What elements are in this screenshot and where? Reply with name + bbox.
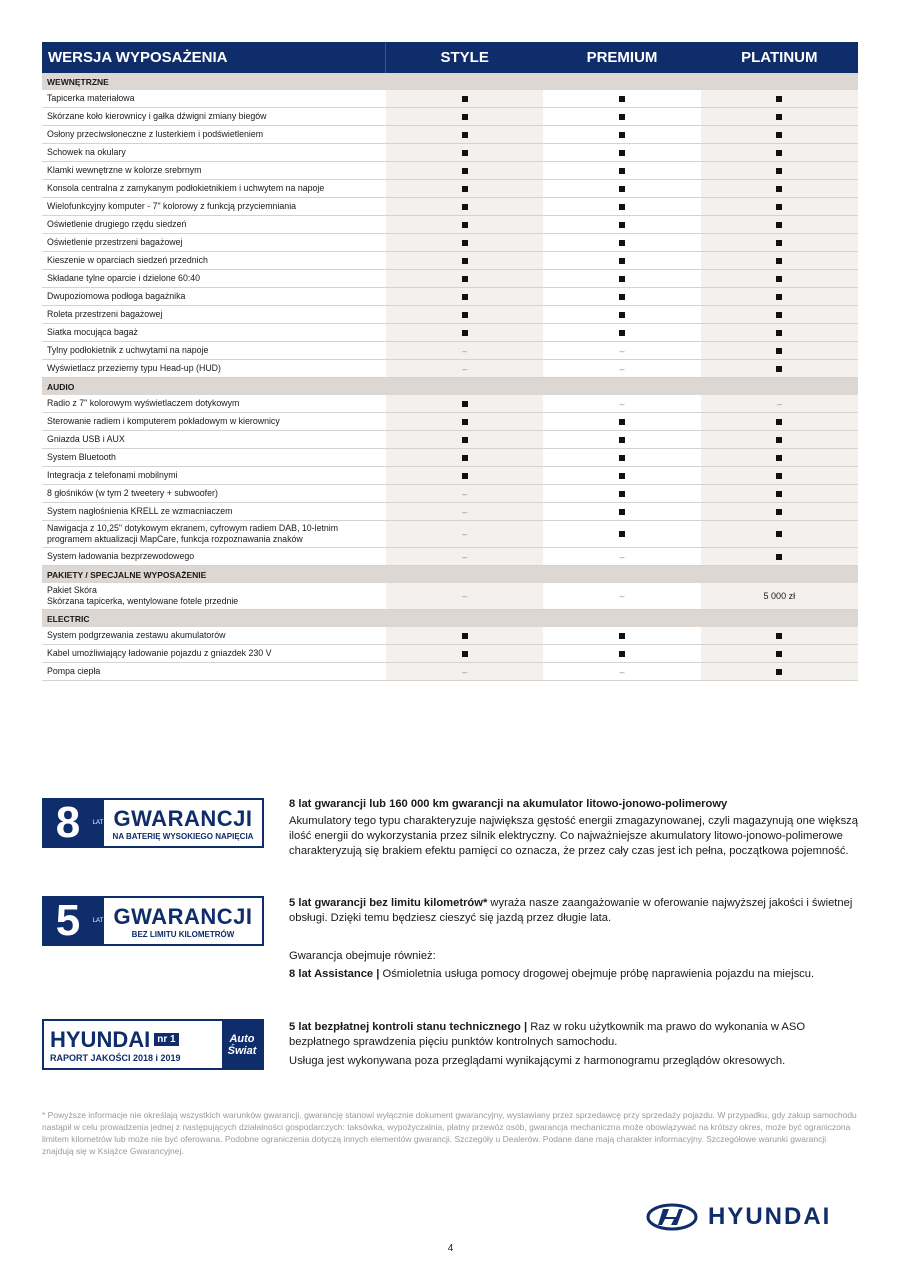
table-row (42, 360, 858, 378)
table-row (42, 198, 858, 216)
standard-mark-icon (462, 312, 468, 318)
table-row (42, 583, 858, 610)
feature-label: Schowek na okulary (47, 147, 126, 157)
header-version: WERSJA WYPOSAŻENIA (42, 42, 386, 73)
standard-mark-icon (619, 531, 625, 537)
standard-mark-icon (619, 491, 625, 497)
style-cell (386, 503, 543, 520)
footnote: * Powyższe informacje nie określają wszystkich warunków gwarancji, gwarancję stanowi wyłącznie dokument gwarancyjny, wystawiany przez sprzedawcę przy sprzedaży pojazdu. W przypadku, gdy zakup samochodu nastąpił w celu prowadzenia jednej z następujących działalności gospodarczych: taksówka, wypożyczalnia, płatny przewóz osób, gwarancja mechaniczna może obowiązywać na krótszy okres, może być ograniczona limitem kilometrów lub może nie być oferowana. Podobne ograniczenia dotyczą innych elementów gwarancji. Szczegóły u Dealerów. Podane dane mają charakter informacyjny. Szczegółowe warunki gwarancji znajdują się w Książce Gwarancyjnej. (42, 1110, 857, 1156)
page-number: 4 (447, 1243, 454, 1254)
standard-mark-icon (776, 491, 782, 497)
table-row (42, 144, 858, 162)
header-premium: PREMIUM (586, 49, 658, 66)
premium-cell (543, 431, 700, 448)
platinum-cell (701, 360, 858, 377)
standard-mark-icon (619, 96, 625, 102)
standard-mark-icon (462, 330, 468, 336)
table-row (42, 180, 858, 198)
feature-label: System Bluetooth (47, 452, 116, 462)
table-row (42, 485, 858, 503)
table-row (42, 521, 858, 548)
style-cell (386, 234, 543, 251)
unlimited-warranty-text (289, 896, 859, 926)
standard-mark-icon (776, 276, 782, 282)
inspection-body: Raz w roku użytkownik ma prawo do wykonania w ASO bezpłatnego sprawdzenia pięciu punktów kontrolnych samochodu. (289, 1021, 806, 1048)
style-cell (386, 252, 543, 269)
platinum-cell (701, 467, 858, 484)
feature-label: Składane tylne oparcie i dzielone 60:40 (47, 273, 201, 283)
price-value: 5 000 zł (763, 591, 796, 601)
feature-label: Integracja z telefonami mobilnymi (47, 470, 178, 480)
not-available-mark: – (462, 506, 468, 517)
hyundai-emblem-icon (646, 1203, 698, 1231)
table-row (42, 90, 858, 108)
premium-cell (543, 198, 700, 215)
standard-mark-icon (619, 509, 625, 515)
standard-mark-icon (619, 132, 625, 138)
style-cell (386, 360, 543, 377)
standard-mark-icon (619, 473, 625, 479)
premium-cell (543, 485, 700, 502)
not-available-mark: – (462, 345, 468, 356)
standard-mark-icon (619, 419, 625, 425)
platinum-cell (701, 234, 858, 251)
standard-mark-icon (619, 168, 625, 174)
platinum-cell (701, 180, 858, 197)
table-row (42, 467, 858, 485)
table-row (42, 645, 858, 663)
equipment-table (42, 42, 858, 681)
platinum-cell (701, 288, 858, 305)
battery-warranty-text (289, 797, 859, 859)
platinum-cell (701, 252, 858, 269)
feature-label: System ładowania bezprzewodowego (47, 551, 195, 561)
standard-mark-icon (462, 258, 468, 264)
style-cell (386, 162, 543, 179)
standard-mark-icon (776, 204, 782, 210)
premium-cell (543, 413, 700, 430)
style-cell (386, 663, 543, 680)
table-row (42, 108, 858, 126)
section-header: WEWNĘTRZNE (42, 73, 858, 90)
badge-brand: HYUNDAI (50, 1026, 151, 1052)
badge-subtitle: NA BATERIĘ WYSOKIEGO NAPIĘCIA (112, 831, 254, 841)
standard-mark-icon (619, 150, 625, 156)
badge-number: 8 (44, 800, 92, 846)
not-available-mark: – (619, 345, 625, 356)
section-header: PAKIETY / SPECJALNE WYPOSAŻENIE (42, 566, 858, 583)
standard-mark-icon (776, 312, 782, 318)
premium-cell (543, 144, 700, 161)
battery-warranty-title: 8 lat gwarancji lub 160 000 km gwarancji na akumulator litowo-jonowo-polimerowy (289, 798, 728, 810)
premium-cell (543, 360, 700, 377)
unlimited-warranty-bold: 5 lat gwarancji bez limitu kilometrów* (289, 897, 488, 909)
standard-mark-icon (462, 276, 468, 282)
feature-label: System nagłośnienia KRELL ze wzmacniaczem (47, 506, 233, 516)
style-cell (386, 126, 543, 143)
standard-mark-icon (776, 651, 782, 657)
standard-mark-icon (776, 96, 782, 102)
style-cell (386, 485, 543, 502)
standard-mark-icon (776, 132, 782, 138)
table-row (42, 503, 858, 521)
feature-label: Osłony przeciwsłoneczne z lusterkiem i podświetleniem (47, 129, 264, 139)
badge-number: 5 (44, 898, 92, 944)
unlimited-warranty-body: wyraża nasze zaangażowanie w oferowanie najwyższej jakości i świetnej obsługi. Dzięki temu będziesz cieszyć się jazdą przez długie lata. (289, 897, 853, 924)
table-row (42, 431, 858, 449)
table-row (42, 216, 858, 234)
style-cell (386, 342, 543, 359)
standard-mark-icon (776, 294, 782, 300)
platinum-cell (701, 270, 858, 287)
style-cell (386, 90, 543, 107)
feature-label: Wyświetlacz przezierny typu Head-up (HUD) (47, 363, 221, 373)
inspection-extra: Usługa jest wykonywana poza przeglądami wynikającymi z harmonogramu przeglądów okresowych. (289, 1055, 786, 1067)
feature-label: System podgrzewania zestawu akumulatorów (47, 630, 226, 640)
standard-mark-icon (462, 455, 468, 461)
table-header (42, 42, 858, 73)
standard-mark-icon (462, 114, 468, 120)
style-cell (386, 627, 543, 644)
standard-mark-icon (619, 455, 625, 461)
premium-cell (543, 449, 700, 466)
standard-mark-icon (776, 186, 782, 192)
not-available-mark: – (619, 398, 625, 409)
platinum-cell (701, 627, 858, 644)
platinum-cell (701, 663, 858, 680)
platinum-cell (701, 583, 858, 609)
standard-mark-icon (462, 633, 468, 639)
standard-mark-icon (462, 96, 468, 102)
standard-mark-icon (619, 633, 625, 639)
feature-label: Siatka mocująca bagaż (47, 327, 138, 337)
badge-5-years-unlimited (42, 896, 264, 946)
standard-mark-icon (776, 669, 782, 675)
style-cell (386, 306, 543, 323)
style-cell (386, 548, 543, 565)
style-cell (386, 467, 543, 484)
platinum-cell (701, 144, 858, 161)
standard-mark-icon (776, 419, 782, 425)
standard-mark-icon (776, 366, 782, 372)
table-row (42, 413, 858, 431)
premium-cell (543, 583, 700, 609)
premium-cell (543, 503, 700, 520)
badge-lat: LAT (92, 800, 104, 846)
assistance-text (289, 949, 859, 982)
standard-mark-icon (619, 258, 625, 264)
table-row (42, 306, 858, 324)
standard-mark-icon (462, 168, 468, 174)
standard-mark-icon (619, 651, 625, 657)
standard-mark-icon (619, 294, 625, 300)
standard-mark-icon (619, 437, 625, 443)
table-row (42, 395, 858, 413)
platinum-cell (701, 216, 858, 233)
table-row (42, 342, 858, 360)
standard-mark-icon (776, 455, 782, 461)
logo-wordmark: HYUNDAI (708, 1203, 832, 1230)
standard-mark-icon (462, 204, 468, 210)
standard-mark-icon (619, 312, 625, 318)
feature-label: Kabel umożliwiający ładowanie pojazdu z gniazdek 230 V (47, 648, 272, 658)
feature-label: Pompa ciepła (47, 666, 101, 676)
assistance-bold: 8 lat Assistance | (289, 968, 380, 980)
not-available-mark: – (462, 551, 468, 562)
standard-mark-icon (776, 633, 782, 639)
standard-mark-icon (776, 437, 782, 443)
style-cell (386, 288, 543, 305)
premium-cell (543, 324, 700, 341)
premium-cell (543, 627, 700, 644)
table-row (42, 234, 858, 252)
table-row (42, 449, 858, 467)
not-available-mark: – (776, 398, 782, 409)
auto-swiat-logo (222, 1021, 262, 1068)
standard-mark-icon (776, 473, 782, 479)
platinum-cell (701, 503, 858, 520)
platinum-cell (701, 108, 858, 125)
header-style: STYLE (440, 49, 489, 66)
platinum-cell (701, 521, 858, 547)
standard-mark-icon (462, 240, 468, 246)
feature-label: Oświetlenie przestrzeni bagażowej (47, 237, 183, 247)
premium-cell (543, 270, 700, 287)
badge-title: GWARANCJI (113, 903, 253, 929)
auto-swiat-line1: Auto (229, 1032, 255, 1045)
standard-mark-icon (462, 294, 468, 300)
not-available-mark: – (462, 666, 468, 677)
standard-mark-icon (776, 240, 782, 246)
standard-mark-icon (776, 531, 782, 537)
platinum-cell (701, 449, 858, 466)
standard-mark-icon (462, 150, 468, 156)
standard-mark-icon (462, 186, 468, 192)
premium-cell (543, 162, 700, 179)
platinum-cell (701, 395, 858, 412)
battery-warranty-body: Akumulatory tego typu charakteryzuje największa gęstość energii zmagazynowanej, czyli magazynują one większą ilość energii do wykorzystania przez silnik elektryczny. Co najważniejsze akumulatory litowo-jonowo-polimerowe charakteryzują się brakiem efektu pamięci co oznacza, że przez cały czas jest ich pełna, początkowa pojemność. (289, 815, 858, 857)
standard-mark-icon (619, 222, 625, 228)
table-row (42, 126, 858, 144)
feature-label: Konsola centralna z zamykanym podłokietnikiem i uchwytem na napoje (47, 183, 325, 193)
style-cell (386, 413, 543, 430)
platinum-cell (701, 198, 858, 215)
quality-report-badge (42, 1019, 264, 1070)
platinum-cell (701, 306, 858, 323)
premium-cell (543, 395, 700, 412)
style-cell (386, 521, 543, 547)
standard-mark-icon (776, 554, 782, 560)
style-cell (386, 449, 543, 466)
feature-label: Sterowanie radiem i komputerem pokładowym w kierownicy (47, 416, 280, 426)
platinum-cell (701, 645, 858, 662)
feature-label: Gniazda USB i AUX (47, 434, 125, 444)
auto-swiat-line2: Świat (227, 1044, 257, 1057)
feature-label: Pakiet Skóra Skórzana tapicerka, wentylowane fotele przednie (47, 585, 239, 606)
platinum-cell (701, 485, 858, 502)
style-cell (386, 180, 543, 197)
style-cell (386, 431, 543, 448)
inspection-bold: 5 lat bezpłatnej kontroli stanu technicznego | (289, 1021, 528, 1033)
table-row (42, 252, 858, 270)
platinum-cell (701, 548, 858, 565)
style-cell (386, 324, 543, 341)
standard-mark-icon (776, 150, 782, 156)
premium-cell (543, 288, 700, 305)
standard-mark-icon (619, 204, 625, 210)
feature-label: Oświetlenie drugiego rzędu siedzeń (47, 219, 187, 229)
style-cell (386, 583, 543, 609)
standard-mark-icon (462, 401, 468, 407)
feature-label: Klamki wewnętrzne w kolorze srebrnym (47, 165, 202, 175)
table-row (42, 288, 858, 306)
premium-cell (543, 252, 700, 269)
standard-mark-icon (619, 186, 625, 192)
premium-cell (543, 645, 700, 662)
standard-mark-icon (776, 348, 782, 354)
style-cell (386, 144, 543, 161)
feature-label: Radio z 7" kolorowym wyświetlaczem dotykowym (47, 398, 240, 408)
standard-mark-icon (462, 473, 468, 479)
standard-mark-icon (462, 419, 468, 425)
table-row (42, 663, 858, 681)
standard-mark-icon (462, 132, 468, 138)
standard-mark-icon (776, 330, 782, 336)
standard-mark-icon (776, 168, 782, 174)
hyundai-logo (646, 1203, 831, 1231)
badge-subtitle: BEZ LIMITU KILOMETRÓW (131, 929, 235, 939)
feature-label: Tapicerka materiałowa (47, 93, 135, 103)
style-cell (386, 270, 543, 287)
premium-cell (543, 521, 700, 547)
feature-label: Nawigacja z 10,25" dotykowym ekranem, cyfrowym radiem DAB, 10-letnim programem aktualizacji MapCare, funkcja rozpoznawania znaków (47, 523, 339, 544)
standard-mark-icon (462, 222, 468, 228)
table-row (42, 548, 858, 566)
feature-label: Skórzane koło kierownicy i gałka dźwigni zmiany biegów (47, 111, 267, 121)
not-available-mark: – (619, 551, 625, 562)
feature-label: Roleta przestrzeni bagażowej (47, 309, 163, 319)
standard-mark-icon (776, 509, 782, 515)
section-header: ELECTRIC (42, 610, 858, 627)
premium-cell (543, 342, 700, 359)
badge-8-years-battery (42, 798, 264, 848)
standard-mark-icon (462, 651, 468, 657)
section-header: AUDIO (42, 378, 858, 395)
standard-mark-icon (619, 240, 625, 246)
table-row (42, 270, 858, 288)
not-available-mark: – (462, 363, 468, 374)
standard-mark-icon (619, 276, 625, 282)
premium-cell (543, 90, 700, 107)
platinum-cell (701, 324, 858, 341)
standard-mark-icon (462, 437, 468, 443)
premium-cell (543, 108, 700, 125)
not-available-mark: – (619, 363, 625, 374)
platinum-cell (701, 342, 858, 359)
standard-mark-icon (619, 114, 625, 120)
assistance-body: Ośmioletnia usługa pomocy drogowej obejmuje próbę naprawienia pojazdu na miejscu. (379, 968, 815, 980)
platinum-cell (701, 126, 858, 143)
platinum-cell (701, 162, 858, 179)
not-available-mark: – (462, 488, 468, 499)
premium-cell (543, 467, 700, 484)
standard-mark-icon (776, 114, 782, 120)
style-cell (386, 395, 543, 412)
not-available-mark: – (462, 529, 468, 539)
not-available-mark: – (619, 591, 625, 601)
platinum-cell (701, 431, 858, 448)
feature-label: Dwupoziomowa podłoga bagażnika (47, 291, 186, 301)
not-available-mark: – (462, 591, 468, 601)
quality-report-text: RAPORT JAKOŚCI 2018 i 2019 (50, 1052, 181, 1063)
standard-mark-icon (776, 222, 782, 228)
platinum-cell (701, 90, 858, 107)
standard-mark-icon (619, 330, 625, 336)
premium-cell (543, 548, 700, 565)
feature-label: Kieszenie w oparciach siedzeń przednich (47, 255, 208, 265)
style-cell (386, 216, 543, 233)
inspection-text (289, 1020, 859, 1069)
premium-cell (543, 126, 700, 143)
premium-cell (543, 306, 700, 323)
premium-cell (543, 234, 700, 251)
coverage-intro: Gwarancja obejmuje również: (289, 950, 436, 962)
badge-title: GWARANCJI (113, 805, 253, 831)
premium-cell (543, 663, 700, 680)
platinum-cell (701, 413, 858, 430)
feature-label: 8 głośników (w tym 2 tweetery + subwoofer) (47, 488, 218, 498)
feature-label: Wielofunkcyjny komputer - 7" kolorowy z funkcją przyciemniania (47, 201, 297, 211)
table-row (42, 324, 858, 342)
badge-lat: LAT (92, 898, 104, 944)
not-available-mark: – (619, 666, 625, 677)
style-cell (386, 198, 543, 215)
table-row (42, 627, 858, 645)
nr1-label: nr 1 (154, 1033, 178, 1046)
feature-label: Tylny podłokietnik z uchwytami na napoje (47, 345, 209, 355)
table-row (42, 162, 858, 180)
table-body (42, 73, 858, 681)
standard-mark-icon (776, 258, 782, 264)
style-cell (386, 108, 543, 125)
premium-cell (543, 180, 700, 197)
header-platinum: PLATINUM (741, 49, 818, 66)
style-cell (386, 645, 543, 662)
premium-cell (543, 216, 700, 233)
